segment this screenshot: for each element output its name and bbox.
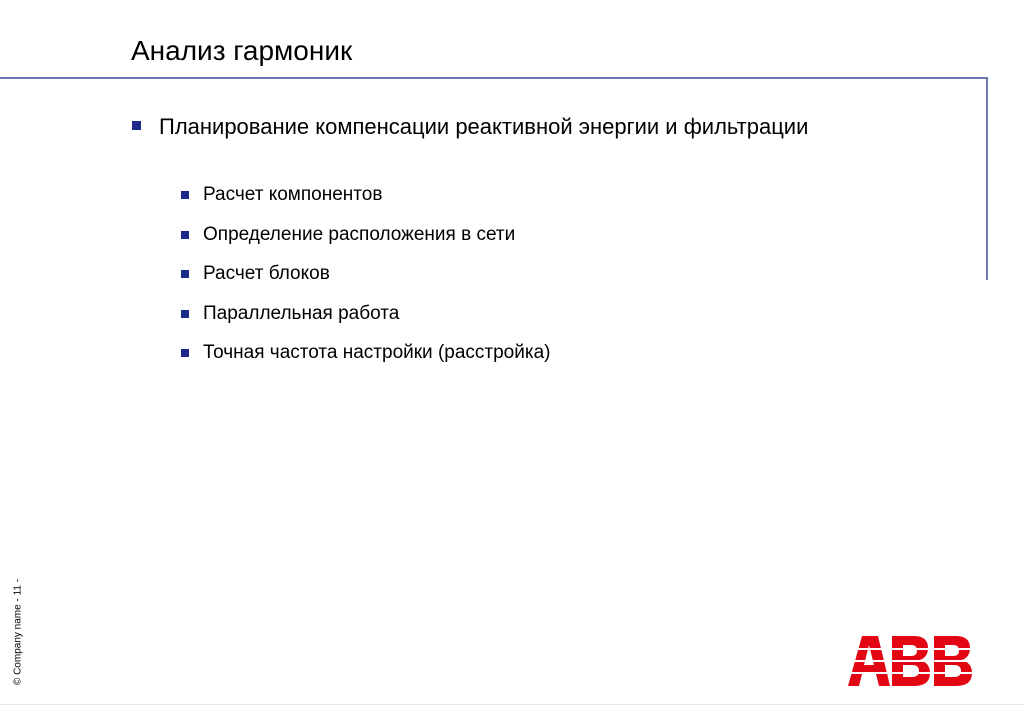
sub-bullet-text: Параллельная работа <box>203 302 400 324</box>
footer-copyright: © Company name - 11 - <box>12 578 24 686</box>
sub-bullet-text: Расчет блоков <box>203 263 330 284</box>
main-bullet <box>132 111 819 142</box>
bullet-square-icon <box>181 231 189 239</box>
title-divider <box>0 77 988 79</box>
slide-title: Анализ гармоник <box>131 35 353 66</box>
main-bullet-text: Планирование компенсации реактивной энергии и фильтрации <box>159 114 809 139</box>
sub-bullet-text: Точная частота настройки (расстройка) <box>203 342 551 363</box>
bullet-square-icon <box>181 191 189 199</box>
bullet-square-icon <box>181 270 189 278</box>
sub-bullet <box>181 300 550 340</box>
sub-bullet <box>181 260 550 300</box>
bullet-square-icon <box>181 310 189 318</box>
bottom-divider <box>0 704 1023 705</box>
right-divider <box>986 77 988 280</box>
sub-bullet <box>181 339 550 379</box>
sub-bullet-text: Определение расположения в сети <box>203 223 516 245</box>
sub-bullet-list <box>181 181 550 379</box>
sub-bullet <box>181 221 550 261</box>
abb-logo-icon <box>848 636 972 686</box>
sub-bullet <box>181 181 550 221</box>
bullet-square-icon <box>132 121 141 130</box>
sub-bullet-text: Расчет компонентов <box>203 184 383 205</box>
bullet-square-icon <box>181 349 189 357</box>
